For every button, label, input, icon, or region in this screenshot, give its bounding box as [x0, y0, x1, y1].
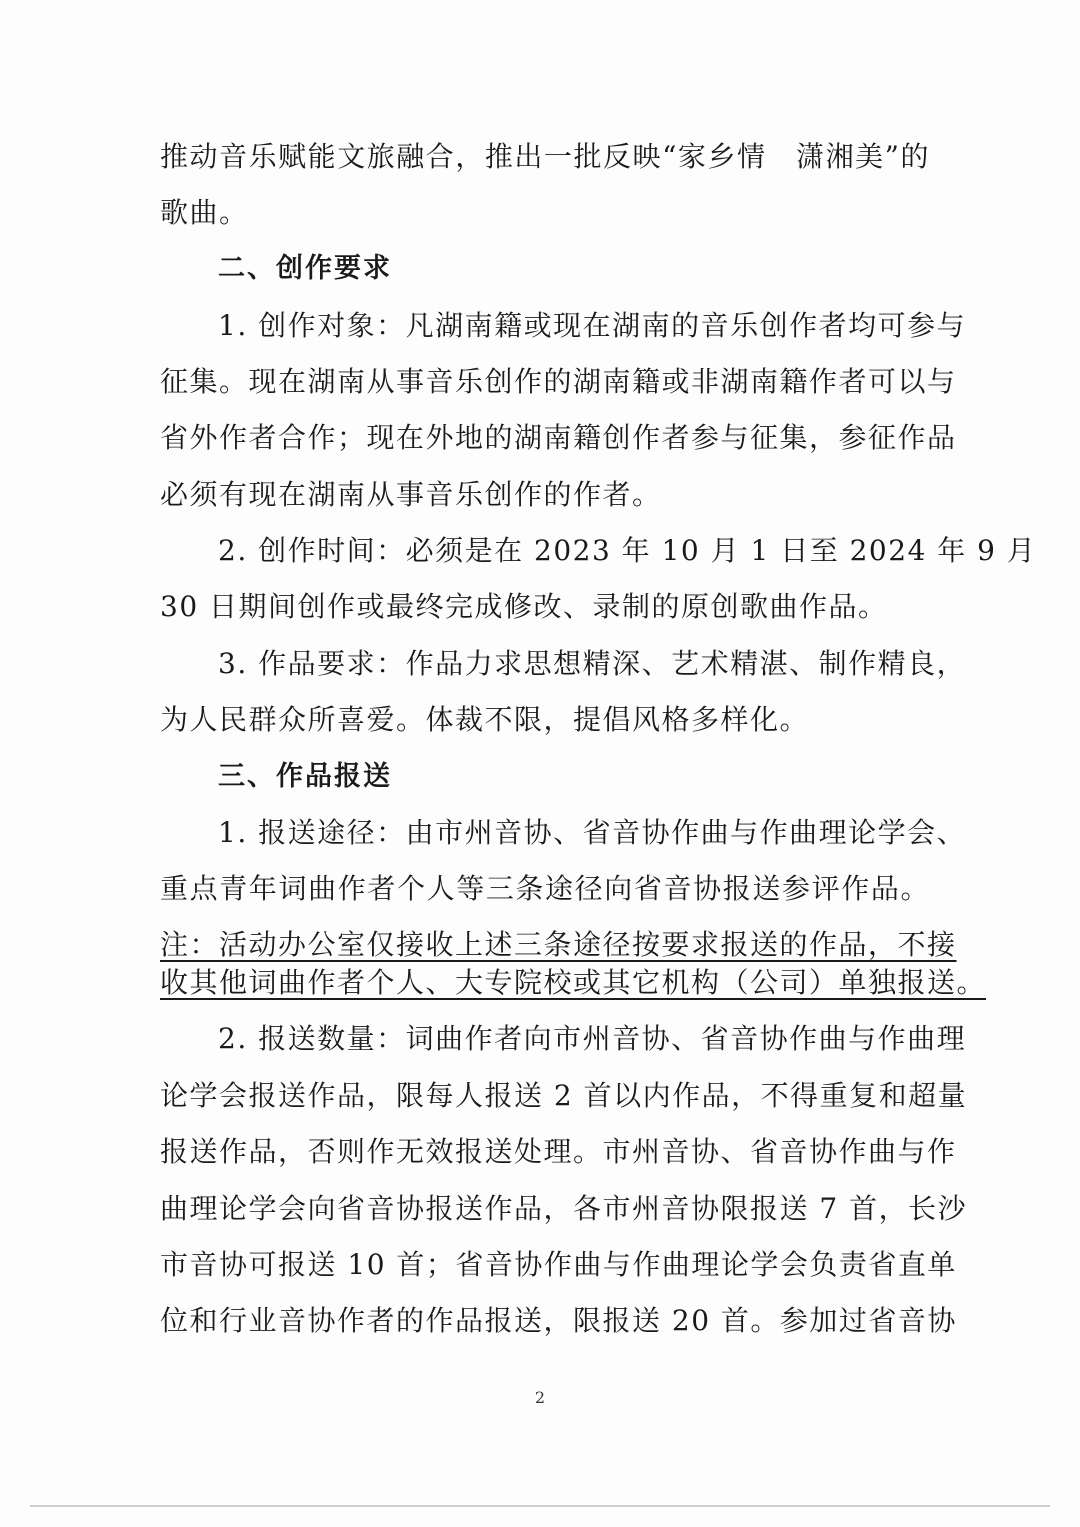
text-line-1: 推动音乐赋能文旅融合，推出一批反映“家乡情 潇湘美”的	[160, 140, 930, 173]
page-number: 2	[534, 1388, 546, 1407]
text-line-14: 重点青年词曲作者个人等三条途径向省音协报送参评作品。	[160, 872, 930, 905]
text-line-4: 1. 创作对象：凡湖南籍或现在湖南的音乐创作者均可参与	[218, 309, 967, 342]
text-line-9: 30 日期间创作或最终完成修改、录制的原创歌曲作品。	[160, 590, 888, 623]
section-heading-work-submission: 三、作品报送	[218, 761, 392, 792]
underlined-note-line-2: 收其他词曲作者个人、大专院校或其它机构（公司）单独报送。	[160, 966, 987, 999]
section-heading-creation-requirements: 二、创作要求	[218, 253, 392, 284]
text-line-2: 歌曲。	[160, 196, 249, 229]
text-line-5: 征集。现在湖南从事音乐创作的湖南籍或非湖南籍作者可以与	[160, 365, 957, 398]
text-line-17: 2. 报送数量：词曲作者向市州音协、省音协作曲与作曲理	[218, 1022, 967, 1055]
text-line-19: 报送作品，否则作无效报送处理。市州音协、省音协作曲与作	[160, 1135, 957, 1168]
text-line-7: 必须有现在湖南从事音乐创作的作者。	[160, 478, 662, 511]
text-line-18: 论学会报送作品，限每人报送 2 首以内作品，不得重复和超量	[160, 1079, 968, 1112]
text-line-6: 省外作者合作；现在外地的湖南籍创作者参与征集，参征作品	[160, 421, 957, 454]
bottom-scan-edge	[30, 1505, 1050, 1507]
text-line-8: 2. 创作时间：必须是在 2023 年 10 月 1 日至 2024 年 9 月	[218, 534, 1037, 567]
text-line-11: 为人民群众所喜爱。体裁不限，提倡风格多样化。	[160, 703, 810, 736]
text-line-21: 市音协可报送 10 首；省音协作曲与作曲理论学会负责省直单	[160, 1248, 957, 1281]
text-line-22: 位和行业音协作者的作品报送，限报送 20 首。参加过省音协	[160, 1304, 957, 1337]
text-line-20: 曲理论学会向省音协报送作品，各市州音协限报送 7 首，长沙	[160, 1192, 968, 1225]
text-line-10: 3. 作品要求：作品力求思想精深、艺术精湛、制作精良，	[218, 647, 967, 680]
underlined-note-line-1: 注：活动办公室仅接收上述三条途径按要求报送的作品，不接	[160, 928, 957, 961]
text-line-13: 1. 报送途径：由市州音协、省音协作曲与作曲理论学会、	[218, 816, 967, 849]
